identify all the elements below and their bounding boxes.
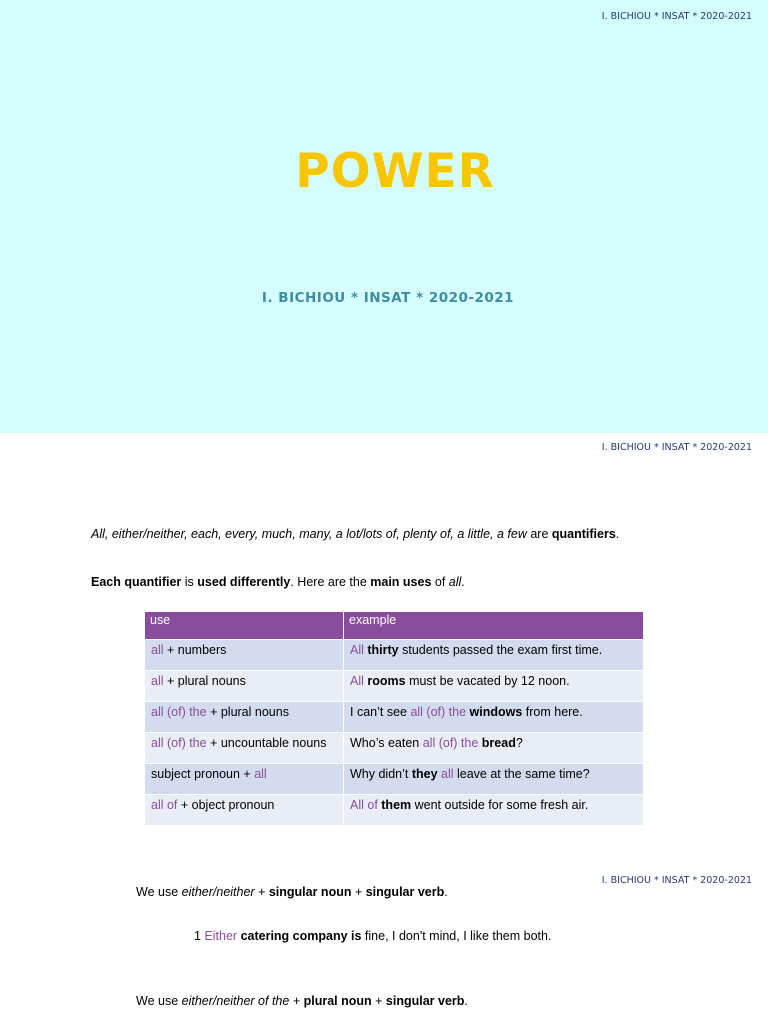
table-header-row <box>145 612 643 640</box>
cover-header: I. BICHIOU * INSAT * 2020-2021 <box>601 11 752 22</box>
quantifiers-term: quantifiers <box>551 527 616 541</box>
table-row <box>145 640 643 671</box>
rule-either-neither-singular: We use either/neither + singular noun + singular verb. <box>136 885 448 899</box>
example-cell: Who’s eaten all (of) the bread? <box>344 733 644 764</box>
page2-header: I. BICHIOU * INSAT * 2020-2021 <box>601 442 752 453</box>
table-row <box>145 702 643 733</box>
intro-paragraph: All, either/neither, each, every, much, many, a lot/lots of, plenty of, a little, a few are quantifiers. <box>91 527 620 541</box>
table-row <box>145 671 643 702</box>
uses-paragraph: Each quantifier is used differently. Here are the main uses of all. <box>91 575 465 589</box>
column-header-example: example <box>344 612 644 640</box>
table-row <box>145 733 643 764</box>
page3-header: I. BICHIOU * INSAT * 2020-2021 <box>601 875 752 886</box>
cover-title: POWER <box>295 144 495 199</box>
use-cell: all + numbers <box>145 640 344 671</box>
cover-slide <box>0 0 768 433</box>
quantifier-uses-table <box>145 612 643 825</box>
use-cell: all of + object pronoun <box>145 795 344 826</box>
example-cell: Why didn’t they all leave at the same time? <box>344 764 644 795</box>
column-header-use: use <box>145 612 344 640</box>
example-cell: I can’t see all (of) the windows from here. <box>344 702 644 733</box>
cover-subtitle: I. BICHIOU * INSAT * 2020-2021 <box>261 290 515 306</box>
use-cell: subject pronoun + all <box>145 764 344 795</box>
quantifiers-list: All, either/neither, each, every, much, many, a lot/lots of, plenty of, a little, a few <box>91 527 527 541</box>
use-cell: all (of) the + plural nouns <box>145 702 344 733</box>
example-cell: All of them went outside for some fresh air. <box>344 795 644 826</box>
use-cell: all (of) the + uncountable nouns <box>145 733 344 764</box>
table-row <box>145 795 643 826</box>
rule-either-neither-of-the: We use either/neither of the + plural noun + singular verb. <box>136 994 468 1008</box>
example-either: 1 Either catering company is fine, I don't mind, I like them both. <box>194 929 552 943</box>
example-cell: All thirty students passed the exam first time. <box>344 640 644 671</box>
use-cell: all + plural nouns <box>145 671 344 702</box>
example-cell: All rooms must be vacated by 12 noon. <box>344 671 644 702</box>
table-row <box>145 764 643 795</box>
